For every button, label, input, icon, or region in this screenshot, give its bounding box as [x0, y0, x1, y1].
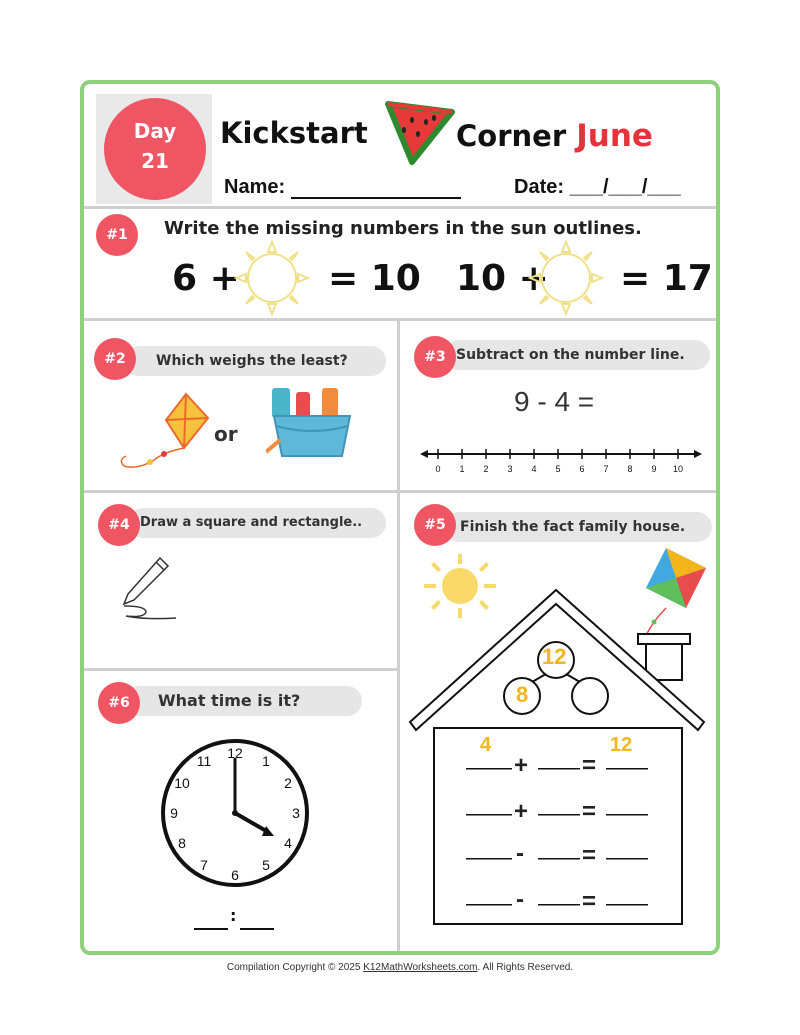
worksheet-frame — [80, 80, 720, 955]
sand-bucket-icon[interactable] — [266, 382, 358, 466]
equation-2-right: = 17 — [620, 258, 713, 299]
tick-label: 8 — [627, 464, 633, 474]
footer-prefix: Compilation Copyright © 2025 — [226, 962, 364, 973]
time-answer-field[interactable] — [194, 904, 276, 934]
tick-label: 4 — [531, 464, 537, 474]
equals-sign: = — [582, 842, 597, 869]
clock-number: 3 — [292, 805, 300, 821]
clock-number: 7 — [200, 857, 208, 873]
operator-minus: - — [516, 840, 524, 867]
problem-4-badge: #4 — [98, 504, 140, 546]
tick-label: 2 — [483, 464, 489, 474]
problem-6-badge: #6 — [98, 682, 140, 724]
date-blanks[interactable]: ___/___/___ — [569, 176, 681, 198]
tick-label: 10 — [672, 464, 684, 474]
clock-number: 8 — [178, 835, 186, 851]
subtraction-equation: 9 - 4 = — [514, 386, 595, 417]
operator-minus: - — [516, 886, 524, 913]
first-sum: 12 — [610, 734, 633, 756]
fact-family-house — [406, 588, 710, 938]
minute-blank[interactable] — [240, 928, 274, 930]
page-title — [456, 118, 653, 154]
operator-plus: + — [514, 752, 529, 779]
problem-2-question: Which weighs the least? — [124, 346, 386, 376]
problem-5-instruction: Finish the fact family house. — [444, 512, 712, 542]
tick-label: 7 — [603, 464, 609, 474]
problem-5-badge: #5 — [414, 504, 456, 546]
watermelon-icon — [382, 96, 458, 168]
divider — [84, 206, 716, 209]
equals-sign: = — [582, 752, 597, 779]
equals-sign: = — [582, 888, 597, 915]
clock-number: 10 — [174, 775, 190, 791]
clock-number: 5 — [262, 857, 270, 873]
vertical-divider — [397, 320, 400, 951]
divider — [84, 490, 716, 493]
equals-sign: = — [582, 798, 597, 825]
operator-plus: + — [514, 798, 529, 825]
sun-outline-icon[interactable] — [528, 240, 604, 316]
day-number: 21 — [141, 149, 169, 173]
title-kickstart: Kickstart — [220, 116, 368, 150]
title-month: June — [576, 118, 653, 154]
problem-2-badge: #2 — [94, 338, 136, 380]
hour-blank[interactable] — [194, 928, 228, 930]
tick-label: 1 — [459, 464, 465, 474]
day-label: Day — [133, 119, 177, 143]
divider — [84, 318, 716, 321]
equation-1-left: 6 + — [172, 258, 240, 299]
name-label: Name: — [224, 176, 286, 198]
sun-outline-icon[interactable] — [234, 240, 310, 316]
clock-number: 4 — [284, 835, 292, 851]
first-addend: 4 — [480, 734, 492, 756]
name-blank[interactable] — [291, 181, 461, 199]
problem-6-question: What time is it? — [124, 686, 362, 716]
tick-label: 6 — [579, 464, 585, 474]
title-corner: Corner — [456, 119, 567, 153]
or-word: or — [214, 422, 238, 446]
tick-label: 0 — [435, 464, 441, 474]
clock-number: 9 — [170, 805, 178, 821]
kite-icon[interactable] — [114, 390, 214, 476]
name-field[interactable] — [224, 176, 461, 199]
divider — [84, 668, 398, 671]
clock-number: 12 — [227, 745, 243, 761]
time-colon: : — [230, 906, 237, 925]
tick-label: 5 — [555, 464, 561, 474]
day-badge — [104, 98, 206, 200]
clock-number: 11 — [196, 753, 212, 769]
equation-2-left: 10 + — [456, 258, 549, 299]
problem-1-instruction: Write the missing numbers in the sun outlines. — [164, 218, 642, 239]
equation-1-right: = 10 — [328, 258, 421, 299]
pencil-icon — [116, 554, 186, 624]
date-field[interactable] — [514, 176, 681, 199]
footer-site-link[interactable]: K12MathWorksheets.com — [363, 962, 478, 973]
problem-3-badge: #3 — [414, 336, 456, 378]
problem-4-instruction: Draw a square and rectangle.. — [128, 508, 386, 538]
tick-label: 9 — [651, 464, 657, 474]
house-left-number: 8 — [516, 682, 529, 707]
footer-suffix: . All Rights Reserved. — [477, 962, 574, 973]
problem-1-badge: #1 — [96, 214, 138, 256]
number-line[interactable] — [420, 444, 702, 476]
clock-icon — [158, 736, 312, 890]
clock-number: 2 — [284, 775, 292, 791]
clock-number: 6 — [231, 867, 239, 883]
house-top-number: 12 — [542, 644, 567, 669]
copyright-footer — [0, 962, 800, 973]
tick-label: 3 — [507, 464, 513, 474]
date-label: Date: — [514, 176, 565, 198]
problem-3-instruction: Subtract on the number line. — [444, 340, 710, 370]
clock-number: 1 — [262, 753, 270, 769]
